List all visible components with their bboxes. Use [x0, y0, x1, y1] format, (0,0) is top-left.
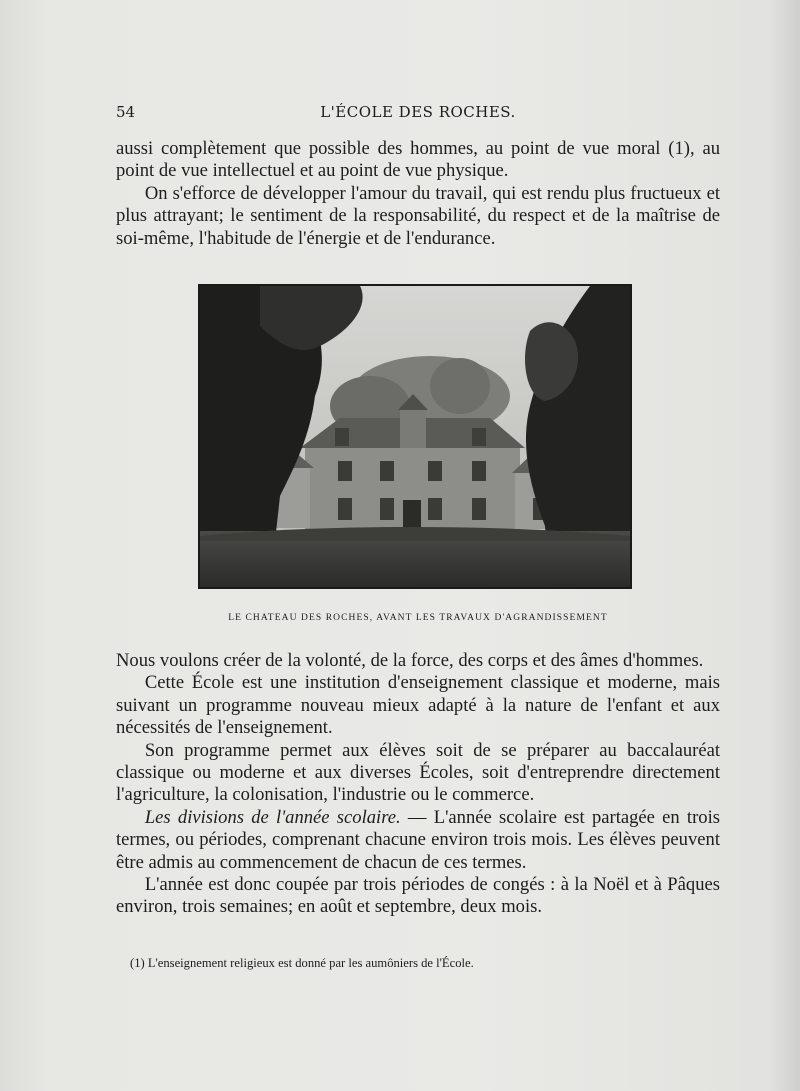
footnote: (1) L'enseignement religieux est donné par les aumôniers de l'École. [130, 956, 474, 970]
paragraph: aussi complètement que possible des hommes, au point de vue moral (1), au point de vue intellectuel et au point de vue physique. [116, 138, 720, 182]
paragraph: Nous voulons créer de la volonté, de la force, des corps et des âmes d'hommes. [116, 650, 704, 671]
page-header [116, 103, 720, 125]
section-text: — L'année scolaire est partagée en trois termes, ou périodes, comprenant chacune environ trois mois. Les élèves peuvent être admis au commencement de chacun de ces termes. [116, 806, 720, 873]
section-heading: Les divisions de l'année scolaire. [144, 806, 401, 828]
running-title: L'ÉCOLE DES ROCHES. [320, 103, 516, 121]
paragraph: On s'efforce de développer l'amour du travail, qui est rendu plus fructueux et plus attrayant; le sentiment de la responsabilité, du respect et de la maîtrise de soi-même, l'habitude de l'énergie et de l'endurance. [116, 182, 720, 249]
paragraph: Cette École est une institution d'enseignement classique et moderne, mais suivant un programme nouveau mieux adapté à la nature de l'enfant et aux nécessités de l'enseignement. [116, 672, 720, 739]
chateau-photo-image [200, 286, 630, 587]
section-paragraph [116, 807, 720, 874]
paragraph: L'année est donc coupée par trois périodes de congés : à la Noël et à Pâques environ, trois semaines; en août et septembre, deux mois. [116, 874, 720, 918]
text-block-top [116, 138, 720, 250]
text-block-bottom [116, 650, 720, 919]
chateau-photograph [198, 284, 632, 589]
page-number: 54 [116, 103, 136, 121]
figure-caption: LE CHATEAU DES ROCHES, AVANT LES TRAVAUX D'AGRANDISSEMENT [228, 613, 608, 623]
paragraph: Son programme permet aux élèves soit de se préparer au baccalauréat classique ou moderne et aux diverses Écoles, soit d'entreprendre directement l'agriculture, la colonisation, l'industrie ou le commerce. [116, 739, 720, 806]
